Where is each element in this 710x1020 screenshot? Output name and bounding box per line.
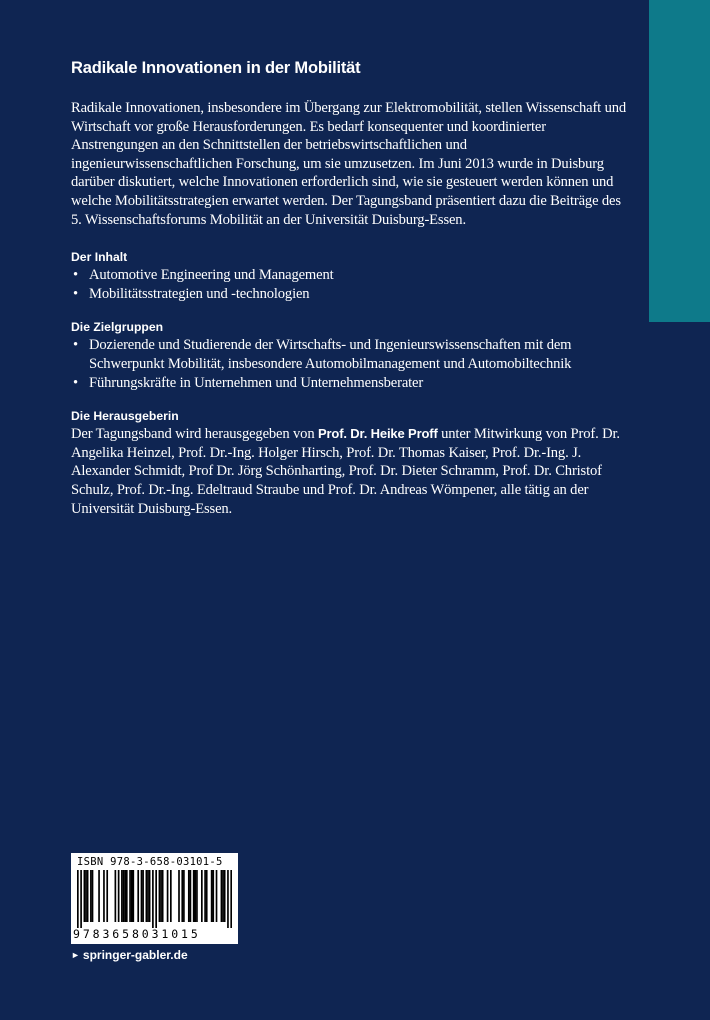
list-item: • Automotive Engineering und Management (73, 267, 334, 284)
barcode-bar (162, 870, 164, 922)
barcode-bar (167, 870, 169, 922)
list-item: • Mobilitätsstrategien und -technologien (73, 285, 310, 302)
intro-paragraph: Radikale Innovationen, insbesondere im Übergang zur Elektromobilität, stellen Wissenschaft und Wirtschaft vor große Herausforderungen. Es bedarf konsequenter und koordinierter Anstrengungen an den Schnittstellen der betriebswirtschaftlichen und ingenieurwissenschaftlichen Forschung, um sie umzusetzen. Im Juni 2013 wurde in Duisburg darüber diskutiert, welche Innovationen erforderlich sind, wie sie gesteuert werden können und welche Mobilitätsstrategien erwartet werden. Der Tagungsband präsentiert dazu die Beiträge des 5. Wissenschaftsforums Mobilität an der Universität Duisburg-Essen. (71, 100, 627, 228)
barcode-bar (188, 870, 190, 922)
barcode-bar (84, 870, 86, 922)
barcode-bar (221, 870, 223, 922)
barcode-bar (227, 870, 229, 928)
list-item: • Dozierende und Studierende der Wirtschafts- und Ingenieurswissenschaften mit dem Schwerpunkt Mobilität, insbesondere Automobilmanagement und Automobiltechnik (73, 337, 572, 372)
barcode-bar (222, 870, 224, 922)
zielgruppen-list (71, 336, 631, 392)
isbn-label: ISBN 978-3-658-03101-5 (77, 856, 223, 868)
barcode-bar (183, 870, 185, 922)
barcode-bar (196, 870, 198, 922)
barcode-bars (77, 870, 232, 928)
barcode-bar (149, 870, 151, 922)
barcode-bar (193, 870, 195, 922)
barcode-bar (206, 870, 208, 922)
barcode-bar (98, 870, 100, 922)
barcode-bar (194, 870, 196, 922)
barcode-bar (137, 870, 139, 922)
accent-band (649, 0, 710, 322)
bullet-icon: • (73, 285, 78, 302)
barcode-bar (201, 870, 203, 922)
book-title: Radikale Innovationen in der Mobilität (71, 59, 361, 77)
barcode-bar (181, 870, 183, 922)
barcode-bar (121, 870, 123, 922)
list-item: • Führungskräfte in Unternehmen und Unternehmensberater (73, 374, 424, 391)
barcode-bar (224, 870, 226, 922)
barcode-bar (115, 870, 117, 922)
barcode-bar (212, 870, 214, 922)
lead-editor: Prof. Dr. Heike Proff (317, 426, 438, 442)
isbn-barcode (71, 853, 238, 944)
barcode-bar (123, 870, 125, 922)
barcode-bar (129, 870, 131, 922)
barcode-bar (146, 870, 148, 922)
barcode-bar (85, 870, 87, 922)
back-cover-text (71, 56, 631, 518)
barcode-bar (90, 870, 92, 922)
barcode-bar (87, 870, 89, 922)
barcode-bar (190, 870, 192, 922)
inhalt-list (71, 266, 631, 303)
barcode-bar (131, 870, 133, 922)
barcode-bar (126, 870, 128, 922)
barcode-bar (211, 870, 213, 922)
barcode-bar (155, 870, 157, 928)
barcode-bar (106, 870, 108, 922)
barcode-bar (178, 870, 180, 922)
barcode-bar (216, 870, 218, 922)
barcode-digits: 9783658031015 (73, 927, 201, 941)
barcode-bar (142, 870, 144, 922)
barcode-bar (124, 870, 126, 922)
bullet-icon: • (73, 337, 78, 354)
section-heading-zielgruppen: Die Zielgruppen (71, 320, 164, 335)
bullet-icon: • (73, 267, 78, 284)
barcode-bar (141, 870, 143, 922)
barcode-bar (118, 870, 120, 922)
barcode-bar (160, 870, 162, 922)
barcode-bar (92, 870, 94, 922)
editors-paragraph: Der Tagungsband wird herausgegeben von Prof. Dr. Heike Proff unter Mitwirkung von Prof. Dr. Angelika Heinzel, Prof. Dr.-Ing. Holger Hirsch, Prof. Dr. Thomas Kaiser, Prof. Dr.-Ing. J. Alexander Schmidt, Prof Dr. Jörg Schönharting, Prof. Dr. Dieter Schramm, Prof. Dr. Christof Schulz, Prof. Dr.-Ing. Edeltraud Straube und Prof. Dr. Andreas Wömpener, alle tätig an der Universität Duisburg-Essen. (71, 426, 620, 517)
section-heading-herausgeberin: Die Herausgeberin (71, 409, 179, 424)
barcode-bar (230, 870, 232, 928)
barcode-bar (170, 870, 172, 922)
barcode-bar (80, 870, 82, 928)
bullet-icon: • (73, 374, 78, 391)
barcode-bar (132, 870, 134, 922)
section-heading-inhalt: Der Inhalt (71, 250, 128, 265)
barcode-bar (159, 870, 161, 922)
barcode-bar (152, 870, 154, 928)
barcode-bar (204, 870, 206, 922)
arrow-right-icon: ► (71, 950, 80, 960)
website-url: springer-gabler.de (82, 948, 188, 962)
barcode-bar (77, 870, 79, 928)
barcode-bar (103, 870, 105, 922)
barcode-bar (147, 870, 149, 922)
publisher-website[interactable] (71, 948, 188, 962)
